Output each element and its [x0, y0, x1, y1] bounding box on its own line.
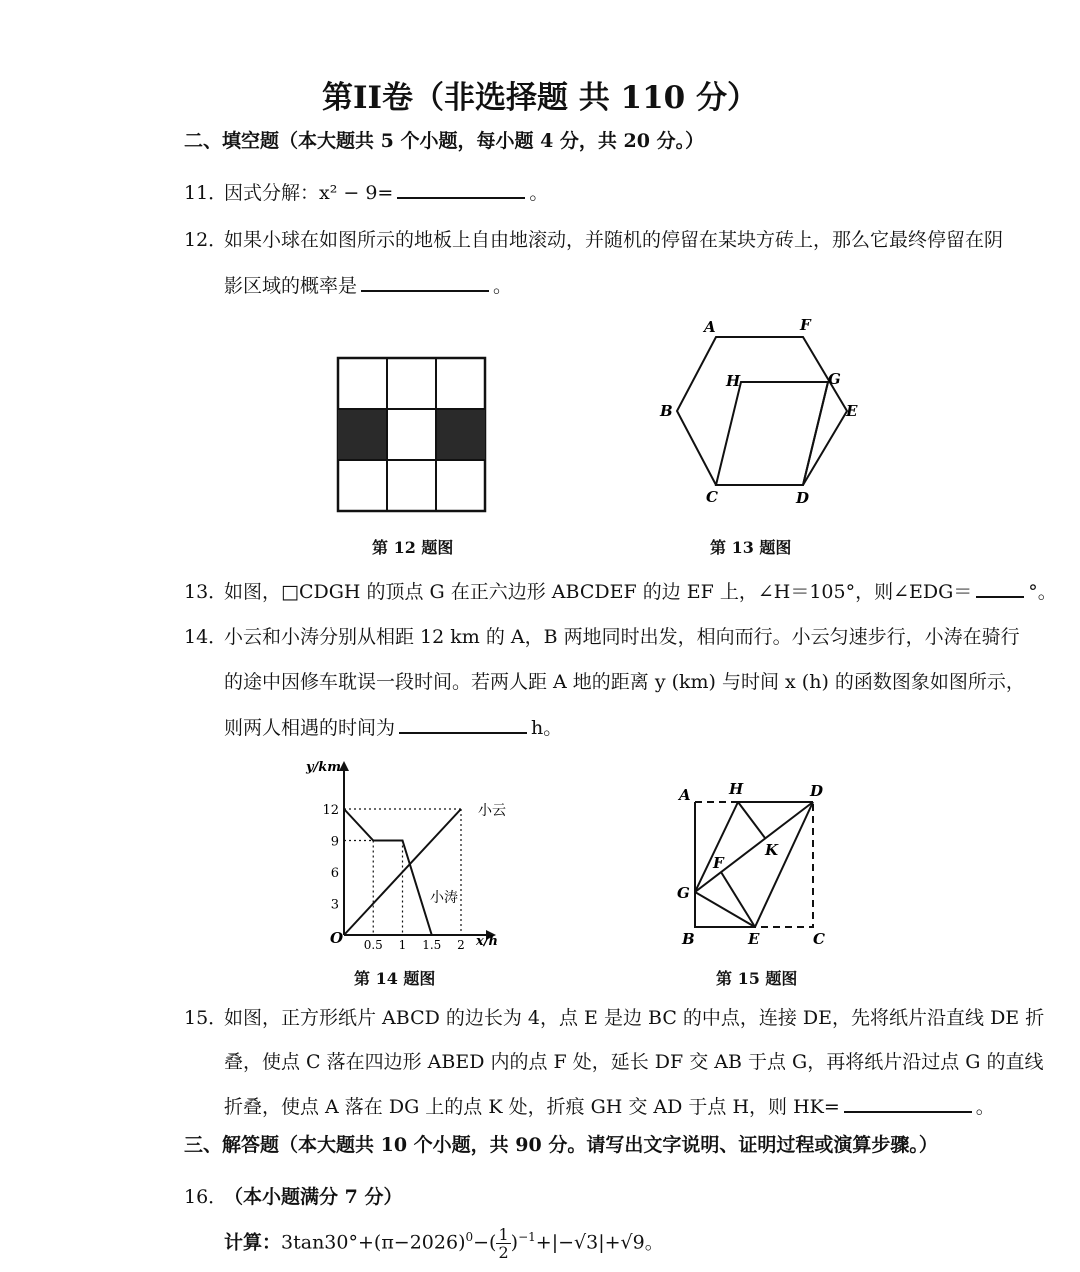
fraction-denominator: 2 — [498, 1243, 509, 1262]
figure-14-graph — [300, 755, 510, 955]
question-number: 13． — [184, 581, 228, 603]
figure-15-caption: 第 15 题图 — [716, 969, 798, 988]
question-number: 11． — [184, 182, 228, 204]
label-h: H — [726, 372, 741, 390]
y-axis-label: y/km — [306, 760, 342, 775]
label-f: F — [713, 854, 724, 872]
question-16-expression — [224, 1226, 664, 1261]
label-b: B — [660, 402, 673, 420]
question-15-line3 — [224, 1092, 995, 1119]
question-13 — [184, 577, 1057, 604]
question-text: 因式分解：x² − 9= — [224, 182, 394, 204]
segment-gd — [695, 802, 813, 892]
question-number: 12． — [184, 229, 228, 251]
segment-gd — [803, 382, 828, 485]
answer-blank[interactable] — [397, 179, 525, 199]
question-14-line3 — [224, 713, 562, 740]
question-14-line1 — [184, 622, 1020, 649]
series-xiaotao-line — [344, 809, 432, 935]
question-12-line1 — [184, 225, 1003, 252]
x-tick-label: 1 — [398, 938, 407, 952]
question-end: 。 — [493, 275, 513, 297]
question-score: （本小题满分 7 分） — [224, 1186, 403, 1208]
question-number: 16． — [184, 1186, 228, 1208]
expr-part-a: 3tan30°+(π−2026) — [281, 1231, 466, 1254]
answer-blank[interactable] — [361, 272, 489, 292]
figure-12-grid — [330, 352, 492, 516]
question-end: h。 — [531, 717, 563, 739]
segment-ge — [695, 892, 755, 927]
label-xiaoyun: 小云 — [478, 803, 506, 819]
y-tick-label: 12 — [322, 803, 339, 818]
question-text: 小云和小涛分别从相距 12 km 的 A，B 两地同时出发，相向而行。小云匀速步行，小涛在骑行 — [224, 626, 1020, 648]
answer-blank[interactable] — [844, 1093, 972, 1113]
label-b: B — [682, 930, 695, 948]
segment-fe — [721, 872, 755, 927]
answer-blank[interactable] — [976, 578, 1024, 598]
question-11 — [184, 178, 548, 205]
expr-part-b: −( — [473, 1231, 497, 1254]
section-2-heading: 二、填空题（本大题共 5 个小题，每小题 4 分，共 20 分。） — [184, 130, 705, 152]
fraction-numerator: 1 — [498, 1225, 509, 1244]
section-3-heading: 三、解答题（本大题共 10 个小题，共 90 分。请写出文字说明、证明过程或演算步骤。） — [184, 1134, 938, 1156]
label-f: F — [800, 316, 811, 334]
y-tick-label: 6 — [330, 866, 339, 881]
label-k: K — [765, 841, 779, 859]
question-12-line2 — [224, 271, 512, 298]
label-d: D — [796, 489, 810, 507]
fraction-one-half — [496, 1226, 510, 1261]
square-left-bottom-edges — [695, 802, 755, 927]
label-d: D — [810, 782, 824, 800]
x-tick-label: 0.5 — [363, 938, 383, 952]
label-g: G — [677, 884, 690, 902]
page-title: 第II卷（非选择题 共 110 分） — [321, 80, 759, 116]
figure-12-caption: 第 12 题图 — [372, 538, 454, 557]
label-h: H — [729, 780, 744, 798]
y-tick-label: 9 — [330, 834, 339, 850]
question-end: °。 — [1028, 581, 1057, 603]
question-text: 影区域的概率是 — [224, 275, 358, 297]
origin-label: O — [330, 929, 344, 947]
shaded-tile-left — [338, 409, 387, 460]
exponent-neg-one: −1 — [518, 1230, 536, 1245]
question-text: 折叠，使点 A 落在 DG 上的点 K 处，折痕 GH 交 AD 于点 H，则 HK= — [224, 1096, 840, 1118]
answer-blank[interactable] — [399, 714, 527, 734]
label-c: C — [813, 930, 825, 948]
x-axis-label: x/h — [476, 934, 498, 949]
exponent-zero: 0 — [465, 1230, 474, 1245]
figure-13-hexagon — [650, 312, 870, 512]
label-e: E — [748, 930, 760, 948]
label-xiaotao: 小涛 — [430, 890, 458, 906]
segment-hk — [738, 802, 765, 838]
label-a: A — [679, 786, 691, 804]
question-end: 。 — [975, 1096, 995, 1118]
segment-gh — [695, 802, 738, 892]
segment-ed — [755, 802, 813, 927]
question-end: 。 — [529, 182, 549, 204]
figure-14-caption: 第 14 题图 — [354, 969, 436, 988]
question-text: 如图，□CDGH 的顶点 G 在正六边形 ABCDEF 的边 EF 上，∠H＝105°，则∠EDG＝ — [224, 581, 973, 603]
label-a: A — [704, 318, 716, 336]
figure-13-caption: 第 13 题图 — [710, 538, 792, 557]
question-number: 14． — [184, 626, 228, 648]
compute-label: 计算： — [224, 1231, 282, 1254]
question-15-line2: 叠，使点 C 落在四边形 ABED 内的点 F 处，延长 DF 交 AB 于点 G，再将纸片沿过点 G 的直线 — [224, 1051, 1044, 1073]
label-g: G — [828, 370, 841, 388]
figure-15-square — [665, 772, 845, 952]
y-tick-label: 3 — [330, 897, 339, 913]
question-end: 。 — [644, 1231, 664, 1254]
label-c: C — [706, 488, 718, 506]
expr-part-d: +|−√3|+√9 — [535, 1231, 645, 1254]
question-text: 则两人相遇的时间为 — [224, 717, 396, 739]
shaded-tile-right — [436, 409, 485, 460]
expr-part-c: ) — [510, 1231, 519, 1254]
question-15-line1 — [184, 1003, 1044, 1030]
x-tick-label: 2 — [457, 938, 465, 952]
x-tick-label: 1.5 — [422, 938, 442, 952]
question-text: 如果小球在如图所示的地板上自由地滚动，并随机的停留在某块方砖上，那么它最终停留在阴 — [224, 229, 1004, 251]
question-16-header — [184, 1182, 402, 1209]
question-14-line2: 的途中因修车耽误一段时间。若两人距 A 地的距离 y (km) 与时间 x (h) 的函数图象如图所示， — [224, 671, 1025, 693]
question-number: 15． — [184, 1007, 228, 1029]
label-e: E — [846, 402, 858, 420]
question-text: 如图，正方形纸片 ABCD 的边长为 4，点 E 是边 BC 的中点，连接 DE，先将纸片沿直线 DE 折 — [224, 1007, 1045, 1029]
